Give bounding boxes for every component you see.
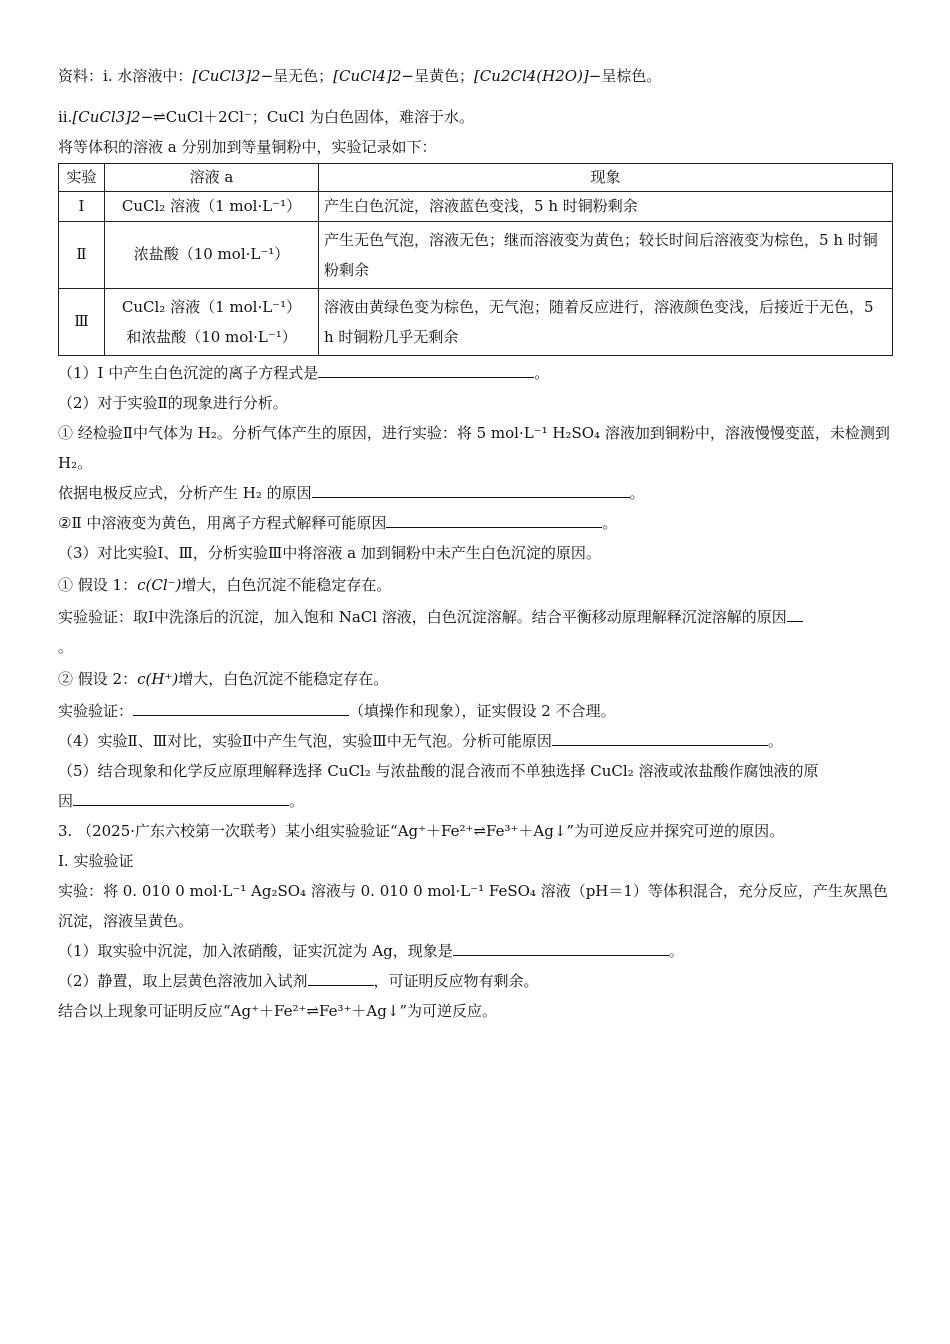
period: 。 bbox=[767, 732, 783, 750]
period: 。 bbox=[629, 484, 645, 502]
hypothesis-2-verify-label: 实验验证： bbox=[58, 702, 134, 720]
problem-3-q2 bbox=[58, 966, 894, 996]
species-color-2: 呈黄色； bbox=[413, 67, 474, 85]
row-id: Ⅱ bbox=[59, 222, 105, 289]
problem-3-title: 3. （2025·广东六校第一次联考）某小组实验验证“Ag⁺＋Fe²⁺⇌Fe³⁺＋Ag↓”为可逆反应并探究可逆的原因。 bbox=[58, 822, 785, 840]
row-id: Ⅲ bbox=[59, 289, 105, 356]
material-prefix: 资料： bbox=[58, 67, 104, 85]
answer-blank[interactable] bbox=[386, 514, 602, 528]
ii-rest: ⇌CuCl＋2Cl⁻；CuCl 为白色固体，难溶于水。 bbox=[153, 108, 475, 126]
species-formula-3: [Cu2Cl4(H2O)]− bbox=[473, 67, 602, 85]
row-phenomenon: 产生无色气泡，溶液无色；继而溶液变为黄色；较长时间后溶液变为棕色，5 h 时铜粉剩余 bbox=[319, 222, 893, 289]
question-3: （3）对比实验Ⅰ、Ⅲ，分析实验Ⅲ中将溶液 a 加到铜粉中未产生白色沉淀的原因。 bbox=[58, 544, 601, 562]
material-ii-label: ii. bbox=[58, 108, 73, 126]
question-2: （2）对于实验Ⅱ的现象进行分析。 bbox=[58, 394, 288, 412]
problem-3-q1 bbox=[58, 936, 894, 966]
period: 。 bbox=[602, 514, 618, 532]
period: 。 bbox=[534, 364, 550, 382]
hypothesis-2-verify bbox=[58, 696, 894, 726]
header-solution: 溶液 a bbox=[105, 164, 319, 192]
species-formula-1: [CuCl3]2− bbox=[192, 67, 274, 85]
species-color-1: 呈无色； bbox=[273, 67, 334, 85]
question-5b bbox=[58, 786, 894, 816]
hypothesis-2-text: 增大，白色沉淀不能稳定存在。 bbox=[178, 670, 389, 688]
question-1-text: （1）Ⅰ 中产生白色沉淀的离子方程式是 bbox=[58, 364, 319, 382]
row-solution-line: CuCl₂ 溶液（1 mol·L⁻¹） bbox=[121, 298, 302, 316]
questions bbox=[58, 358, 894, 816]
material-line-ii bbox=[58, 104, 894, 130]
question-2-2 bbox=[58, 508, 894, 538]
answer-blank[interactable] bbox=[453, 942, 669, 956]
row-phenomenon: 产生白色沉淀，溶液蓝色变浅，5 h 时铜粉剩余 bbox=[319, 192, 893, 222]
question-5b-text: 因 bbox=[58, 792, 74, 810]
hypothesis-2-verify-text: （填操作和现象），证实假设 2 不合理。 bbox=[349, 702, 616, 720]
answer-blank[interactable] bbox=[787, 608, 803, 622]
question-1 bbox=[58, 358, 894, 388]
problem-3-q1-text: （1）取实验中沉淀，加入浓硝酸，证实沉淀为 Ag，现象是 bbox=[58, 942, 453, 960]
period: 。 bbox=[668, 942, 684, 960]
intro-text: 将等体积的溶液 a 分别加到等量铜粉中，实验记录如下： bbox=[58, 138, 437, 156]
table-row bbox=[59, 192, 893, 222]
document-page bbox=[58, 62, 894, 1026]
row-id: Ⅰ bbox=[59, 192, 105, 222]
answer-blank[interactable] bbox=[308, 972, 374, 986]
hypothesis-1-math: c(Cl⁻) bbox=[137, 576, 182, 594]
table-row bbox=[59, 289, 893, 356]
table-header-row bbox=[59, 164, 893, 192]
header-phenomenon: 现象 bbox=[319, 164, 893, 192]
ii-formula: [CuCl3]2− bbox=[72, 108, 154, 126]
question-5: （5）结合现象和化学反应原理解释选择 CuCl₂ 与浓盐酸的混合液而不单独选择 CuCl₂ 溶液或浓盐酸作腐蚀液的原 bbox=[58, 762, 819, 780]
period: 。 bbox=[289, 792, 305, 810]
experiment-table bbox=[58, 163, 893, 356]
material-i-label: ⅰ. 水溶液中： bbox=[103, 67, 193, 85]
question-4-text: （4）实验Ⅱ、Ⅲ对比，实验Ⅱ中产生气泡，实验Ⅲ中无气泡。分析可能原因 bbox=[58, 732, 552, 750]
row-phenomenon: 溶液由黄绿色变为棕色，无气泡；随着反应进行，溶液颜色变浅，后接近于无色，5 h 时铜粉几乎无剩余 bbox=[319, 289, 893, 356]
hypothesis-1-text: 增大，白色沉淀不能稳定存在。 bbox=[181, 576, 392, 594]
question-2-1: ① 经检验Ⅱ中气体为 H₂。分析气体产生的原因，进行实验：将 5 mol·L⁻¹ H₂SO₄ 溶液加到铜粉中，溶液慢慢变蓝，未检测到 H₂。 bbox=[58, 424, 890, 472]
answer-blank[interactable] bbox=[312, 484, 630, 498]
header-experiment: 实验 bbox=[59, 164, 105, 192]
row-solution: CuCl₂ 溶液（1 mol·L⁻¹） bbox=[105, 192, 319, 222]
row-solution bbox=[105, 289, 319, 356]
problem-3-q2-text: （2）静置，取上层黄色溶液加入试剂 bbox=[58, 972, 308, 990]
species-formula-2: [CuCl4]2− bbox=[333, 67, 414, 85]
period: 。 bbox=[58, 638, 74, 656]
question-2-2-text: ②Ⅱ 中溶液变为黄色，用离子方程式解释可能原因 bbox=[58, 514, 387, 532]
hypothesis-1 bbox=[58, 570, 894, 600]
answer-blank[interactable] bbox=[552, 732, 768, 746]
hypothesis-1-verify bbox=[58, 602, 894, 662]
problem-3-experiment: 实验：将 0. 010 0 mol·L⁻¹ Ag₂SO₄ 溶液与 0. 010 0 mol·L⁻¹ FeSO₄ 溶液（pH＝1）等体积混合，充分反应，产生灰黑色沉淀，溶液呈黄色。 bbox=[58, 882, 888, 930]
row-solution: 浓盐酸（10 mol·L⁻¹） bbox=[105, 222, 319, 289]
hypothesis-2-math: c(H⁺) bbox=[137, 670, 179, 688]
row-solution-line: 和浓盐酸（10 mol·L⁻¹） bbox=[126, 328, 297, 346]
question-2-1b bbox=[58, 478, 894, 508]
question-4 bbox=[58, 726, 894, 756]
hypothesis-1-label: ① 假设 1： bbox=[58, 576, 138, 594]
problem-3-conclusion: 结合以上现象可证明反应“Ag⁺＋Fe²⁺⇌Fe³⁺＋Ag↓”为可逆反应。 bbox=[58, 1002, 498, 1020]
question-2-1b-text: 依据电极反应式，分析产生 H₂ 的原因 bbox=[58, 484, 312, 502]
answer-blank[interactable] bbox=[318, 364, 534, 378]
problem-3-q2-post: ，可证明反应物有剩余。 bbox=[373, 972, 539, 990]
hypothesis-2-label: ② 假设 2： bbox=[58, 670, 138, 688]
material-line-i bbox=[58, 62, 894, 90]
hypothesis-1-verify-text: 实验验证：取Ⅰ中洗涤后的沉淀，加入饱和 NaCl 溶液，白色沉淀溶解。结合平衡移动原理解释沉淀溶解的原因 bbox=[58, 608, 787, 626]
problem-3 bbox=[58, 816, 894, 1026]
species-color-3: 呈棕色。 bbox=[601, 67, 662, 85]
answer-blank[interactable] bbox=[133, 702, 349, 716]
problem-3-section: I. 实验验证 bbox=[58, 852, 134, 870]
table-row bbox=[59, 222, 893, 289]
hypothesis-2 bbox=[58, 664, 894, 694]
answer-blank[interactable] bbox=[73, 792, 289, 806]
